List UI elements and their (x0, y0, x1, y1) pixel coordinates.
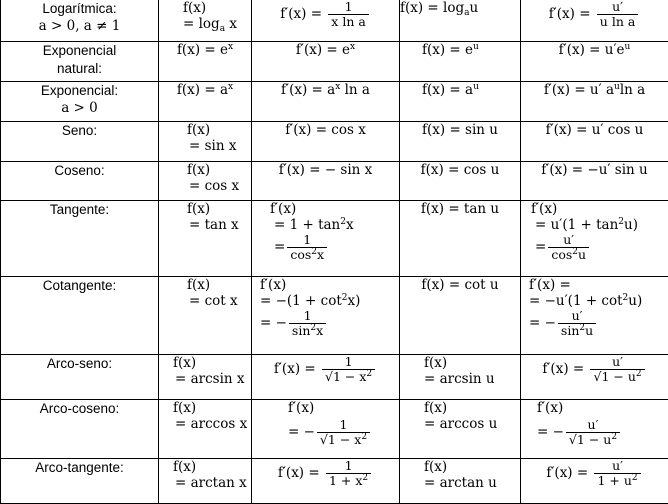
f-u-cell (400, 355, 521, 400)
derivative-u-cell (521, 355, 668, 400)
f-x-expr: = log (183, 16, 220, 32)
numerator: u′ (590, 355, 644, 369)
f-x-cell (159, 122, 252, 162)
equals-minus: = − (260, 315, 287, 331)
f-x-cell (159, 201, 252, 277)
derivative-u-cell (521, 459, 668, 504)
f-u-cell (400, 0, 521, 42)
exponent: 2 (611, 432, 617, 442)
f-x-expr: = sin x (187, 138, 251, 154)
exponent: 2 (362, 473, 368, 483)
exponent: 2 (342, 293, 348, 303)
derivative-label: f′(x) = (542, 361, 588, 377)
function-name-cell (1, 277, 159, 355)
function-name: Logarítmica: (1, 0, 158, 18)
sqrt-expr: √1 − u (569, 432, 611, 447)
derivative-expr: = −u′(1 + cot (529, 293, 623, 309)
exponent: u (473, 82, 479, 92)
exponent: u (625, 42, 631, 52)
f-x-expr: = cos x (187, 178, 251, 194)
fraction (548, 233, 589, 262)
derivative-x-cell (252, 122, 400, 162)
derivative-expr: f′(x) = u′ a (544, 82, 614, 98)
numerator: 1 (317, 418, 370, 432)
f-x-label: f(x) (173, 400, 251, 416)
den-fn: cos (290, 247, 311, 262)
derivative-expr: = −(1 + cot (260, 293, 342, 309)
numerator: u′ (566, 418, 620, 432)
derivative-expr: f′(x) = e (296, 42, 350, 58)
exponent: 2 (632, 473, 638, 483)
exponent: 2 (311, 247, 317, 257)
den-var: x (316, 323, 323, 338)
f-x-cell (159, 459, 252, 504)
table-row-exponencial-natural (1, 42, 668, 82)
derivative-u-cell (521, 42, 668, 82)
exponent: 2 (310, 323, 316, 333)
f-u-expr: f(x) = cot u (421, 277, 498, 293)
table-row-arco-coseno (1, 400, 668, 459)
fraction (597, 0, 639, 29)
f-x-expr: = cot x (187, 293, 251, 309)
f-x-expr: = arctan x (173, 475, 251, 491)
derivative-expr: f′(x) = a (281, 82, 335, 98)
f-u-label: f(x) (424, 400, 520, 416)
f-u-cell (400, 201, 521, 277)
exponent: 2 (572, 247, 578, 257)
denominator (566, 432, 620, 447)
derivative-u-cell (521, 277, 668, 355)
function-name: Tangente: (1, 201, 158, 219)
f-x-expr: = arccos x (173, 416, 251, 432)
f-x-label: f(x) (183, 0, 251, 16)
function-name-cell (1, 0, 159, 42)
function-condition: a > 0, a ≠ 1 (1, 18, 158, 34)
table-row-logaritmica (1, 0, 668, 42)
function-name-cell (1, 162, 159, 201)
f-u-cell (400, 400, 521, 459)
denominator: x ln a (328, 14, 369, 29)
f-x-label: f(x) (173, 459, 251, 475)
derivative-var: u) (624, 217, 638, 233)
f-x-label: f(x) (187, 277, 251, 293)
function-name-cell (1, 82, 159, 122)
derivative-label: f′(x) (288, 400, 399, 416)
fraction (326, 459, 371, 488)
exponent: 2 (579, 323, 585, 333)
function-name-cell (1, 400, 159, 459)
denominator (287, 247, 327, 262)
derivative-var: x) (348, 293, 361, 309)
table-row-tangente (1, 201, 668, 277)
derivative-u-cell (521, 82, 668, 122)
function-name-cell (1, 355, 159, 400)
fraction (590, 355, 644, 384)
den-var: x (317, 247, 324, 262)
exponent: x (350, 42, 355, 52)
f-u-cell (400, 162, 521, 201)
denominator (326, 473, 371, 488)
derivative-expr: f′(x) = −u′ sin u (541, 162, 647, 178)
exponent: 2 (340, 217, 346, 227)
denominator (317, 432, 370, 447)
f-x-var: x (225, 16, 237, 32)
derivative-x-cell (252, 42, 400, 82)
den-expr: 1 + u (597, 473, 631, 488)
function-name: Arco-tangente: (1, 459, 158, 477)
exponent: x (228, 82, 233, 92)
fraction (287, 233, 327, 262)
f-u-expr: f(x) = e (422, 42, 473, 58)
fraction (328, 0, 369, 29)
f-x-expr: f(x) = a (177, 82, 228, 98)
derivative-expr: f′(x) = u′ cos u (546, 122, 644, 138)
numerator: u′ (594, 459, 640, 473)
f-x-cell (159, 0, 252, 42)
derivative-label: f′(x) = (529, 277, 668, 293)
equals-minus: = − (529, 315, 556, 331)
fraction (558, 309, 596, 338)
den-fn: cos (551, 247, 572, 262)
f-x-label: f(x) (187, 122, 251, 138)
f-u-expr: = arctan u (424, 475, 520, 491)
den-fn: sin (561, 323, 579, 338)
function-name: Cotangente: (1, 277, 158, 295)
derivative-x-cell (252, 82, 400, 122)
derivative-label: f′(x) (270, 201, 399, 217)
derivative-u-cell (521, 0, 668, 42)
f-x-expr: f(x) = e (177, 42, 228, 58)
function-name-cell (1, 122, 159, 162)
numerator: 1 (322, 355, 375, 369)
f-u-expr: = arcsin u (424, 371, 520, 387)
exponent: 2 (366, 369, 372, 379)
derivative-x-cell (252, 0, 400, 42)
log-base: a (464, 8, 469, 18)
f-u-expr: f(x) = tan u (421, 201, 499, 217)
numerator: 1 (328, 0, 369, 14)
denominator (548, 247, 589, 262)
f-x-cell (159, 162, 252, 201)
table-row-arco-seno (1, 355, 668, 400)
f-u-var: u (470, 0, 479, 16)
f-x-cell (159, 42, 252, 82)
table-row-coseno (1, 162, 668, 201)
f-u-cell (400, 122, 521, 162)
derivative-label: f′(x) (537, 400, 668, 416)
f-x-cell (159, 277, 252, 355)
derivative-label: f′(x) = (546, 465, 592, 481)
numerator: 1 (287, 233, 327, 247)
derivative-var: u) (628, 293, 642, 309)
fraction (317, 418, 370, 447)
function-name: Arco-seno: (1, 355, 158, 373)
f-u-cell (400, 82, 521, 122)
denominator (322, 369, 375, 384)
function-name: Arco-coseno: (1, 400, 158, 418)
function-name: Coseno: (1, 162, 158, 180)
function-name-line1: Exponencial (1, 42, 158, 60)
equals-sign: = (274, 239, 285, 255)
equals-minus: = − (288, 424, 315, 440)
exponent: u (473, 42, 479, 52)
fraction (566, 418, 620, 447)
denominator (558, 323, 596, 338)
derivative-expr: f′(x) = − sin x (279, 162, 373, 178)
den-var: u (585, 323, 593, 338)
sqrt-expr: √1 − x (325, 369, 366, 384)
f-x-expr: = tan x (187, 217, 251, 233)
denominator (590, 369, 644, 384)
f-u-expr: f(x) = sin u (422, 122, 498, 138)
f-u-expr: f(x) = log (400, 0, 464, 16)
numerator: 1 (326, 459, 371, 473)
derivative-x-cell (252, 459, 400, 504)
f-x-label: f(x) (187, 162, 251, 178)
fraction (594, 459, 640, 488)
sqrt-expr: √1 − x (320, 432, 361, 447)
derivative-label: f′(x) = (278, 465, 324, 481)
exponent: 2 (636, 369, 642, 379)
numerator: 1 (289, 309, 326, 323)
table-row-arco-tangente (1, 459, 668, 504)
function-name: Exponencial: (1, 82, 158, 100)
f-x-label: f(x) (173, 355, 251, 371)
f-u-expr: f(x) = cos u (421, 162, 500, 178)
function-name: Seno: (1, 122, 158, 140)
f-u-label: f(x) (424, 459, 520, 475)
den-fn: sin (292, 323, 310, 338)
derivative-u-cell (521, 201, 668, 277)
derivative-x-cell (252, 355, 400, 400)
derivative-label: f′(x) (531, 201, 668, 217)
f-u-cell (400, 459, 521, 504)
fraction (289, 309, 326, 338)
exponent: x (335, 82, 340, 92)
denominator: u ln a (597, 14, 639, 29)
equals-minus: = − (537, 424, 564, 440)
derivative-u-cell (521, 122, 668, 162)
f-u-cell (400, 42, 521, 82)
derivative-label: f′(x) = (549, 6, 595, 22)
den-expr: 1 + x (329, 473, 362, 488)
f-u-cell (400, 277, 521, 355)
derivative-u-cell (521, 400, 668, 459)
function-name-cell (1, 42, 159, 82)
function-condition: a > 0 (1, 100, 158, 116)
den-var: u (578, 247, 586, 262)
derivative-x-cell (252, 201, 400, 277)
exponent: 2 (623, 293, 629, 303)
exponent: 2 (361, 432, 367, 442)
derivative-label: f′(x) = (274, 361, 320, 377)
derivative-x-cell (252, 400, 400, 459)
derivative-label: f′(x) (260, 277, 399, 293)
derivative-x-cell (252, 162, 400, 201)
function-name-line2: natural: (1, 60, 158, 78)
derivative-expr: f′(x) = cos x (285, 122, 366, 138)
f-x-cell (159, 82, 252, 122)
derivative-expr: = 1 + tan (274, 217, 340, 233)
function-name-cell (1, 201, 159, 277)
f-u-expr: f(x) = a (422, 82, 473, 98)
derivative-label: f′(x) = (280, 6, 326, 22)
f-x-cell (159, 400, 252, 459)
exponent: 2 (618, 217, 624, 227)
derivative-u-cell (521, 162, 668, 201)
f-x-expr: = arcsin x (173, 371, 251, 387)
f-u-label: f(x) (424, 355, 520, 371)
fraction (322, 355, 375, 384)
table-row-seno (1, 122, 668, 162)
derivative-var: x (346, 217, 354, 233)
derivative-expr: = u′(1 + tan (535, 217, 618, 233)
sqrt-expr: √1 − u (593, 369, 635, 384)
table-row-cotangente (1, 277, 668, 355)
log-base: a (220, 24, 225, 34)
f-x-label: f(x) (187, 201, 251, 217)
derivative-x-cell (252, 277, 400, 355)
table-row-exponencial (1, 82, 668, 122)
equals-sign: = (535, 239, 546, 255)
derivative-tail: ln a (620, 82, 645, 98)
denominator (289, 323, 326, 338)
derivative-tail: ln a (340, 82, 370, 98)
numerator: u′ (597, 0, 639, 14)
numerator: u′ (558, 309, 596, 323)
derivative-expr: f′(x) = u′e (559, 42, 625, 58)
denominator (594, 473, 640, 488)
numerator: u′ (548, 233, 589, 247)
f-u-expr: = arccos u (424, 416, 520, 432)
exponent: u (614, 82, 620, 92)
exponent: x (228, 42, 233, 52)
function-name-cell (1, 459, 159, 504)
f-x-cell (159, 355, 252, 400)
